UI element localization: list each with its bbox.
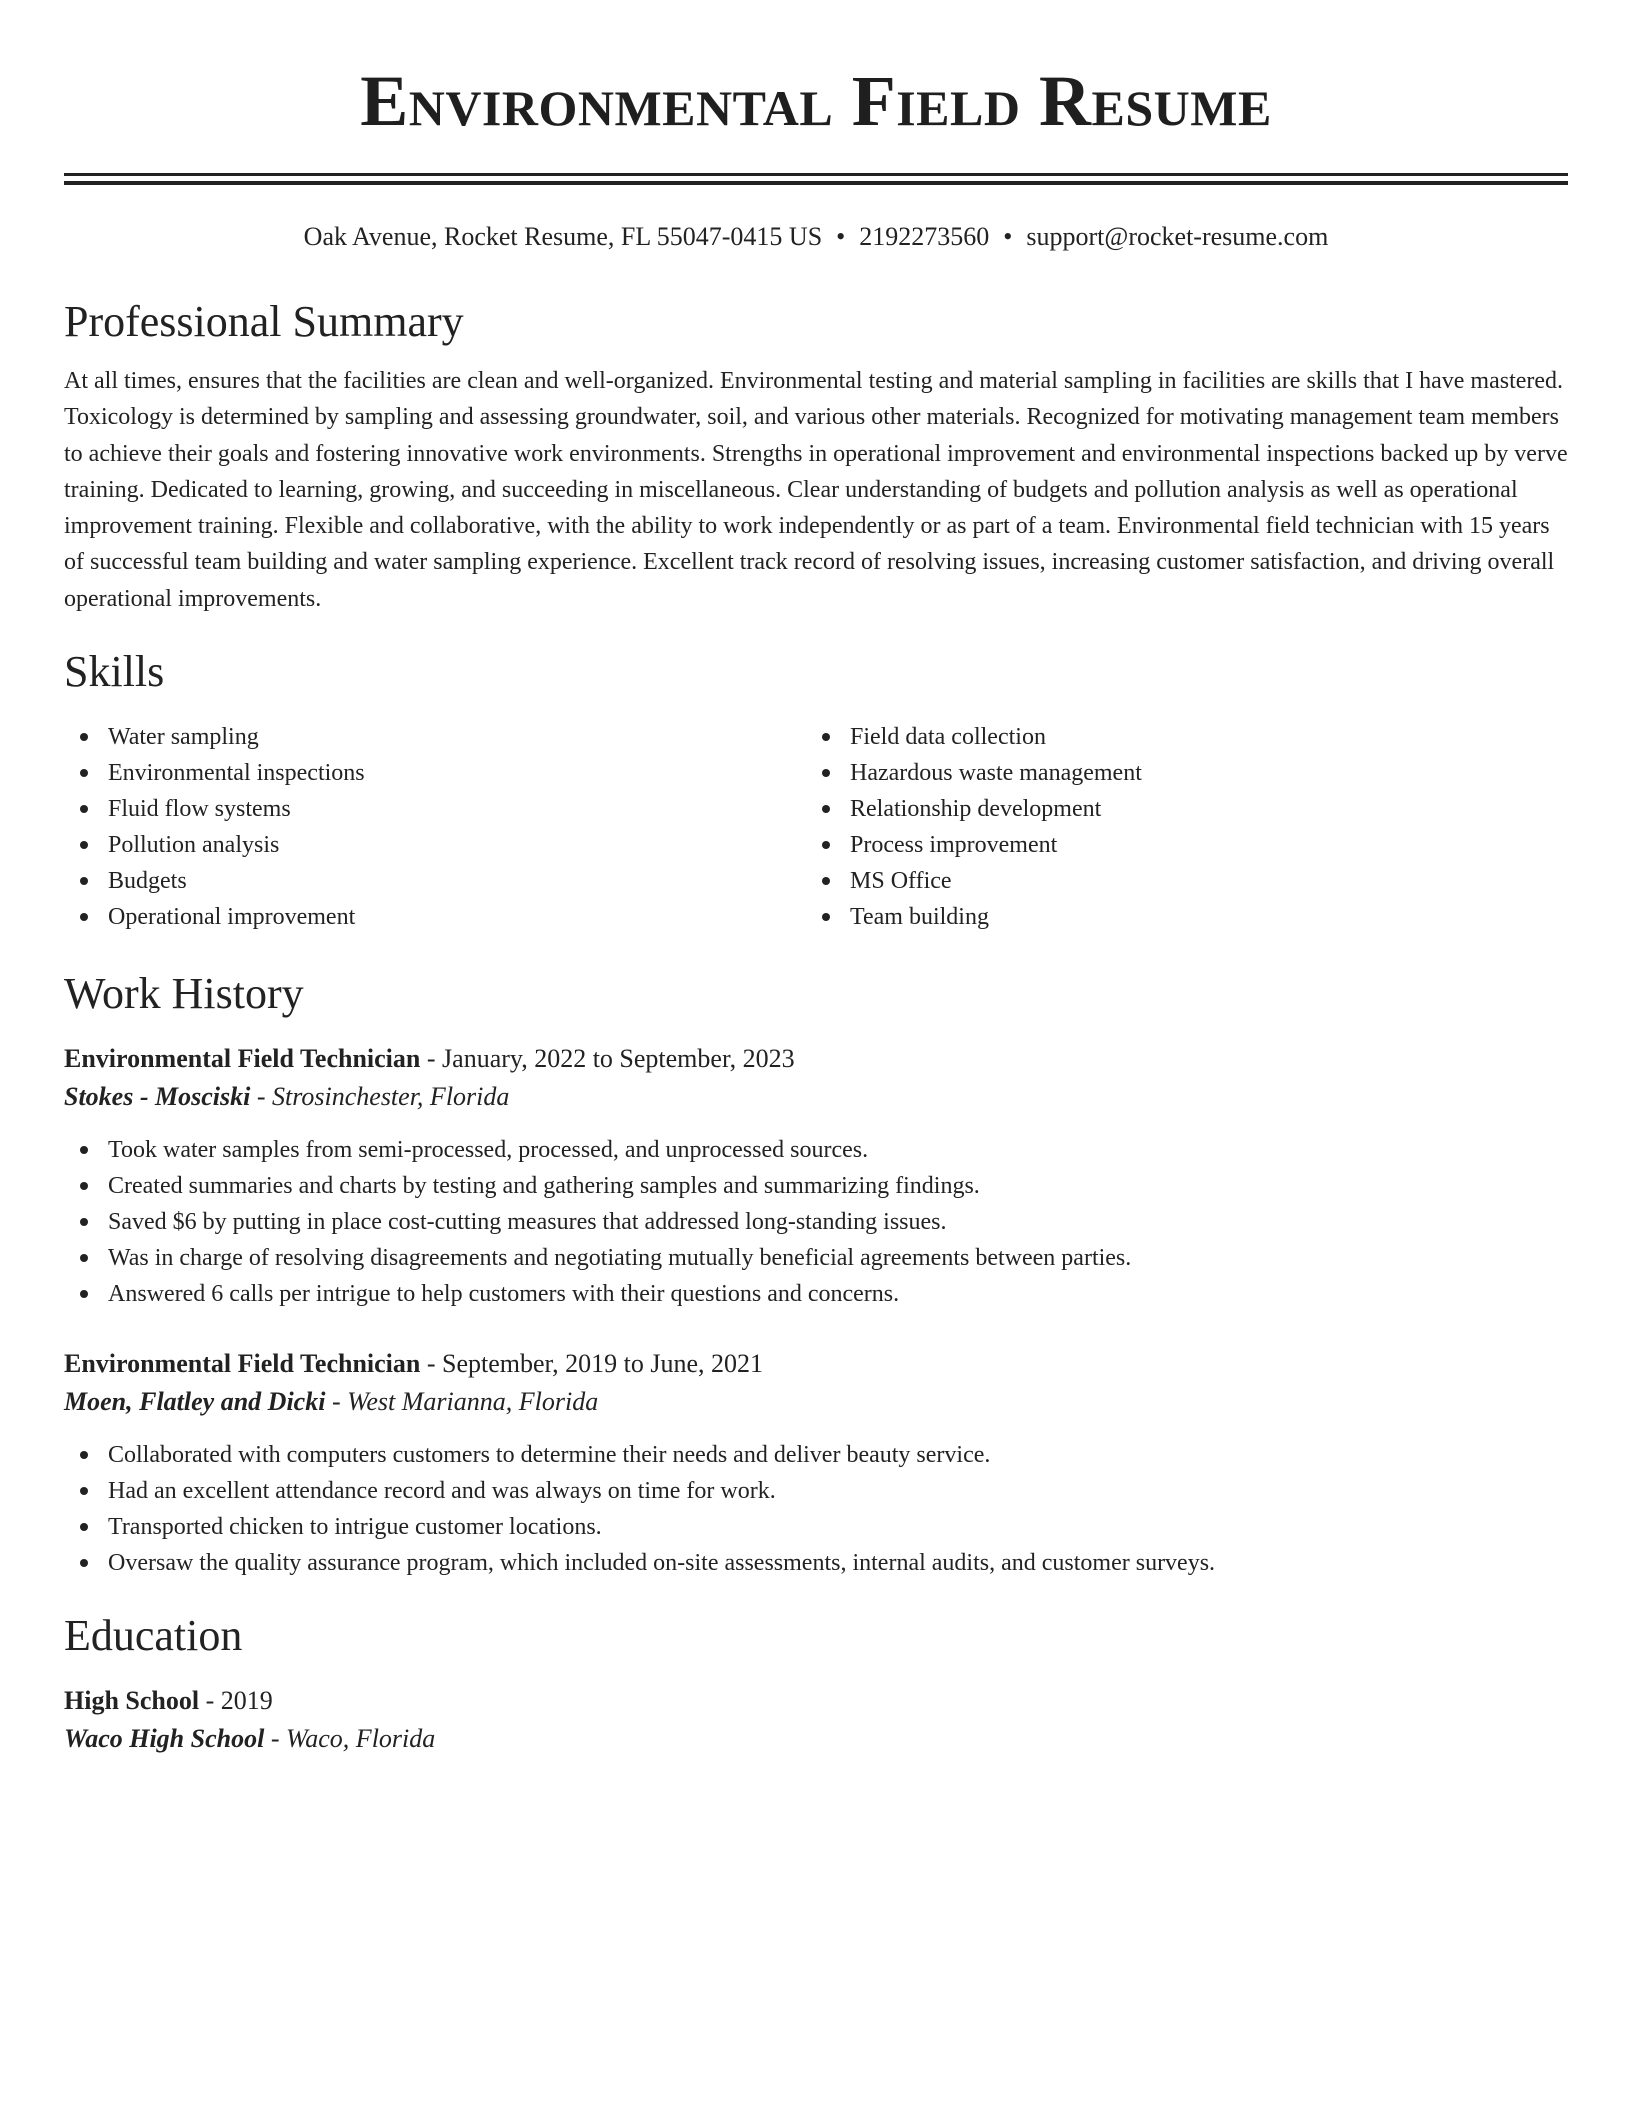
duty-text: Answered 6 calls per intrigue to help customers with their questions and concerns.: [108, 1281, 900, 1308]
job-entry: [64, 1040, 1568, 1312]
contact-separator: •: [1003, 222, 1013, 251]
duty-text: Was in charge of resolving disagreements and negotiating mutually beneficial agreements between parties.: [108, 1245, 1132, 1272]
skills-list: [64, 719, 1568, 935]
job-position: Environmental Field Technician: [64, 1044, 421, 1074]
job-position: Environmental Field Technician: [64, 1349, 421, 1379]
job-duty: [64, 1473, 1568, 1509]
duty-text: Transported chicken to intrigue customer locations.: [108, 1514, 602, 1541]
skills-column-right: [806, 719, 1548, 935]
contact-address: Oak Avenue, Rocket Resume, FL 55047-0415 US: [303, 222, 823, 251]
education-year: 2019: [220, 1686, 273, 1716]
skill-label: Budgets: [108, 868, 187, 895]
bullet-icon: [80, 877, 88, 885]
bullet-icon: [822, 841, 830, 849]
duty-text: Had an excellent attendance record and was always on time for work.: [108, 1478, 776, 1505]
skill-item: [806, 827, 1548, 863]
bullet-icon: [80, 805, 88, 813]
bullet-icon: [80, 841, 88, 849]
skill-label: Relationship development: [850, 796, 1102, 823]
job-duty: [64, 1204, 1568, 1240]
job-location: Strosinchester, Florida: [272, 1082, 510, 1112]
skill-label: MS Office: [850, 868, 952, 895]
skill-item: [64, 719, 806, 755]
education-heading: Education: [64, 1611, 243, 1661]
skill-item: [64, 899, 806, 935]
skill-item: [806, 755, 1548, 791]
job-duty: [64, 1509, 1568, 1545]
job-entry: [64, 1345, 1568, 1581]
bullet-icon: [822, 733, 830, 741]
job-employer: Stokes - Mosciski - Strosinchester, Florida: [64, 1082, 510, 1112]
skill-label: Field data collection: [850, 724, 1046, 751]
skill-item: [64, 755, 806, 791]
skill-label: Environmental inspections: [108, 760, 365, 787]
job-location: West Marianna, Florida: [347, 1387, 599, 1417]
education-school-line: Waco High School - Waco, Florida: [64, 1724, 436, 1754]
job-employer: Moen, Flatley and Dicki - West Marianna, Florida: [64, 1387, 599, 1417]
bullet-icon: [80, 913, 88, 921]
job-company: Moen, Flatley and Dicki: [64, 1387, 326, 1417]
skill-item: [806, 899, 1548, 935]
skills-heading: Skills: [64, 647, 165, 697]
job-duties: [64, 1437, 1568, 1581]
skill-item: [64, 827, 806, 863]
bullet-icon: [80, 1182, 88, 1190]
skill-label: Hazardous waste management: [850, 760, 1142, 787]
skill-label: Team building: [850, 904, 989, 931]
bullet-icon: [80, 1290, 88, 1298]
skill-item: [64, 863, 806, 899]
bullet-icon: [80, 1487, 88, 1495]
summary-text: At all times, ensures that the facilities are clean and well-organized. Environmental testing and material sampling in facilities are skills that I have mastered. Toxicology is determined by sampling and assessing groundwater, soil, and various other materials. Recognized for motivating management team members to achieve their goals and fostering innovative work environments. Strengths in operational improvement and environmental inspections backed up by verve training. Dedicated to learning, growing, and succeeding in miscellaneous. Clear understanding of budgets and pollution analysis as well as operational improvement training. Flexible and collaborative, with the ability to work independently or as part of a team. Environmental field technician with 15 years of successful team building and water sampling experience. Excellent track record of resolving issues, increasing customer satisfaction, and driving overall operational improvements.: [64, 368, 1568, 612]
contact-line: [64, 220, 1568, 254]
education-header: High School - 2019: [64, 1686, 273, 1716]
education-school: Waco High School: [64, 1724, 265, 1754]
bullet-icon: [80, 1523, 88, 1531]
duty-text: Took water samples from semi-processed, processed, and unprocessed sources.: [108, 1137, 869, 1164]
duty-text: Collaborated with computers customers to determine their needs and deliver beauty service.: [108, 1442, 991, 1469]
header-divider: [64, 173, 1568, 185]
skill-label: Water sampling: [108, 724, 259, 751]
bullet-icon: [822, 805, 830, 813]
duty-text: Created summaries and charts by testing and gathering samples and summarizing findings.: [108, 1173, 980, 1200]
job-duties: [64, 1132, 1568, 1312]
bullet-icon: [80, 1218, 88, 1226]
bullet-icon: [822, 877, 830, 885]
contact-email: support@rocket-resume.com: [1026, 222, 1329, 251]
duty-text: Saved $6 by putting in place cost-cutting measures that addressed long-standing issues.: [108, 1209, 947, 1236]
bullet-icon: [80, 769, 88, 777]
bullet-icon: [822, 769, 830, 777]
skills-column-left: [64, 719, 806, 935]
duty-text: Oversaw the quality assurance program, which included on-site assessments, internal audits, and customer surveys.: [108, 1550, 1216, 1577]
bullet-icon: [822, 913, 830, 921]
summary-heading: Professional Summary: [64, 297, 464, 346]
contact-phone: 2192273560: [859, 222, 990, 251]
skill-item: [64, 791, 806, 827]
job-duty: [64, 1545, 1568, 1581]
skill-label: Pollution analysis: [108, 832, 280, 859]
skill-label: Operational improvement: [108, 904, 356, 931]
bullet-icon: [80, 733, 88, 741]
job-dates: January, 2022 to September, 2023: [442, 1044, 795, 1074]
job-duty: [64, 1240, 1568, 1276]
education-degree: High School: [64, 1686, 200, 1716]
education-location: Waco, Florida: [286, 1724, 436, 1754]
skill-item: [806, 863, 1548, 899]
skill-item: [806, 791, 1548, 827]
bullet-icon: [80, 1146, 88, 1154]
bullet-icon: [80, 1451, 88, 1459]
contact-separator: •: [836, 222, 846, 251]
job-dates: September, 2019 to June, 2021: [442, 1349, 764, 1379]
job-header: Environmental Field Technician - January, 2022 to September, 2023: [64, 1044, 795, 1074]
skill-item: [806, 719, 1548, 755]
skill-label: Process improvement: [850, 832, 1058, 859]
job-duty: [64, 1132, 1568, 1168]
job-duty: [64, 1168, 1568, 1204]
work-history-heading: Work History: [64, 969, 304, 1019]
job-duty: [64, 1437, 1568, 1473]
resume-title: Environmental Field Resume: [360, 61, 1272, 141]
job-company: Stokes - Mosciski: [64, 1082, 251, 1112]
bullet-icon: [80, 1254, 88, 1262]
bullet-icon: [80, 1559, 88, 1567]
skill-label: Fluid flow systems: [108, 796, 291, 823]
job-header: Environmental Field Technician - September, 2019 to June, 2021: [64, 1349, 764, 1379]
job-duty: [64, 1276, 1568, 1312]
